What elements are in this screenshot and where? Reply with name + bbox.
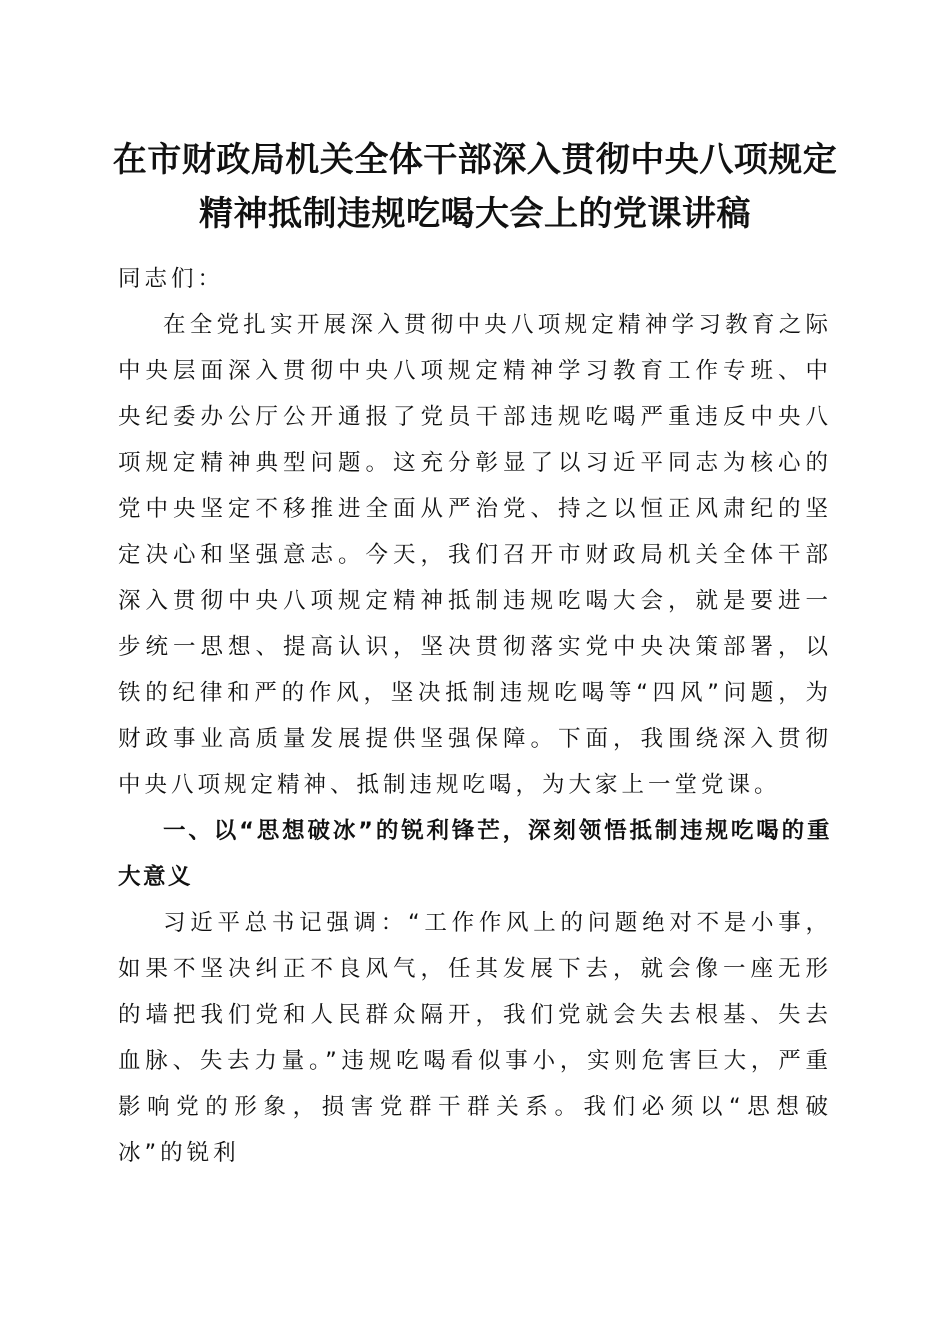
document-body [118, 256, 832, 1176]
document-title: 在市财政局机关全体干部深入贯彻中央八项规定精神抵制违规吃喝大会上的党课讲稿 [112, 140, 838, 234]
section-1-paragraph: 习近平总书记强调：“工作作风上的问题绝对不是小事，如果不坚决纠正不良风气，任其发展下去，就会像一座无形的墙把我们党和人民群众隔开，我们党就会失去根基、失去血脉、失去力量。”违规吃喝看似事小，实则危害巨大，严重影响党的形象，损害党群干群关系。我们必须以“思想破冰”的锐利 [118, 910, 832, 1166]
salutation: 同志们： [118, 266, 225, 292]
section-heading-1: 一、以“思想破冰”的锐利锋芒，深刻领悟抵制违规吃喝的重大意义 [118, 818, 832, 890]
intro-paragraph: 在全党扎实开展深入贯彻中央八项规定精神学习教育之际中央层面深入贯彻中央八项规定精神学习教育工作专班、中央纪委办公厅公开通报了党员干部违规吃喝严重违反中央八项规定精神典型问题。这充分彰显了以习近平同志为核心的党中央坚定不移推进全面从严治党、持之以恒正风肃纪的坚定决心和坚强意志。今天，我们召开市财政局机关全体干部深入贯彻中央八项规定精神抵制违规吃喝大会，就是要进一步统一思想、提高认识，坚决贯彻落实党中央决策部署，以铁的纪律和严的作风，坚决抵制违规吃喝等“四风”问题，为财政事业高质量发展提供坚强保障。下面，我围绕深入贯彻中央八项规定精神、抵制违规吃喝，为大家上一堂党课。 [118, 312, 832, 798]
